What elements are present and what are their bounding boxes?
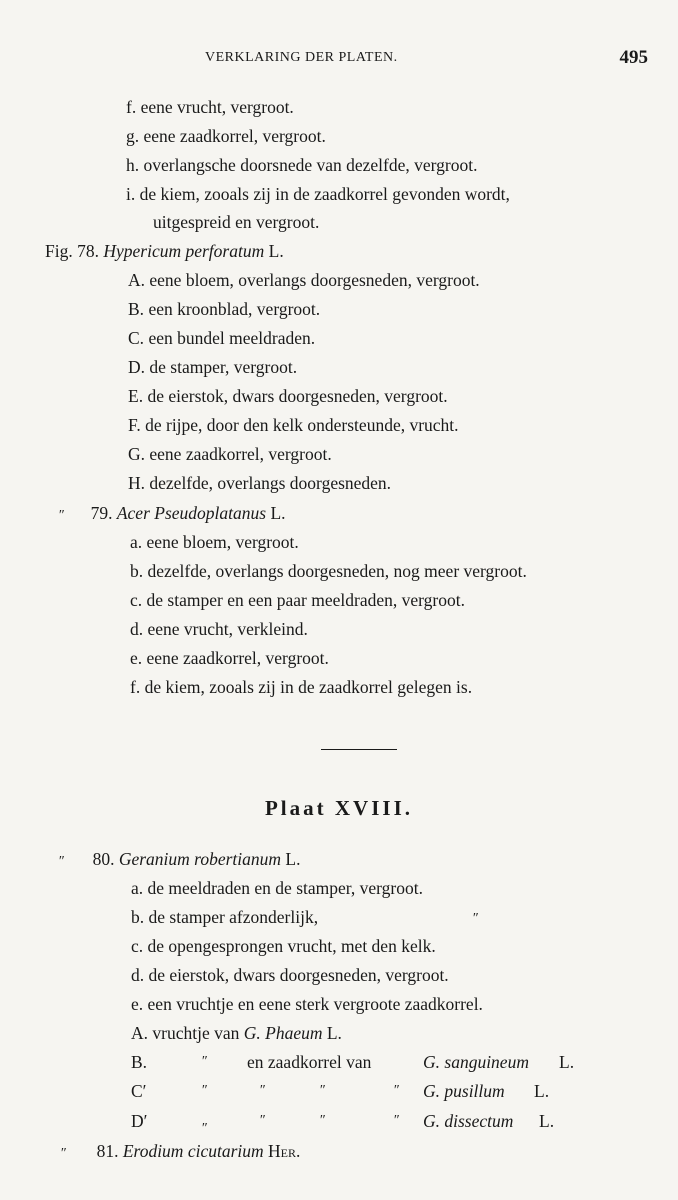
figure-heading (58, 502, 286, 527)
species-name: G. Phaeum (243, 1023, 323, 1043)
running-head: VERKLARING DER PLATEN. (205, 50, 398, 65)
list-item: B. ″ en zaadkorrel van G. sanguineum L. (131, 1052, 575, 1072)
species-author: L. (326, 1023, 342, 1043)
list-item: e. eene zaadkorrel, vergroot. (130, 648, 329, 668)
section-divider (321, 749, 397, 750)
ditto-mark: ″ (58, 508, 64, 523)
plate-title: Plaat XVIII. (264, 796, 413, 820)
species-name: G. dissectum (423, 1111, 514, 1131)
figure-heading (58, 848, 301, 873)
species-author: L. (539, 1111, 555, 1131)
list-item: a. de meeldraden en de stamper, vergroot. (131, 878, 423, 898)
list-item: F. de rijpe, door den kelk ondersteunde, vrucht. (128, 415, 459, 435)
species-author: Her. (268, 1141, 301, 1161)
list-item: E. de eierstok, dwars doorgesneden, vergroot. (128, 386, 448, 406)
figure-number: 78. (77, 241, 99, 261)
species-author: L. (270, 503, 286, 523)
species-author: L. (285, 849, 301, 869)
ditto-mark: ″ (393, 1083, 399, 1098)
ditto-mark: ″ (60, 1146, 66, 1161)
species-name: Hypericum perforatum (103, 241, 265, 261)
species-name: G. pusillum (423, 1081, 505, 1101)
ditto-mark: ″ (58, 854, 64, 869)
list-item: C′ ″ ″ ″ ″ G. pusillum L. (131, 1081, 550, 1101)
figure-number: 80. (92, 849, 115, 869)
ditto-mark: ″ (259, 1083, 265, 1098)
species-name: G. sanguineum (423, 1052, 529, 1072)
list-item: i. de kiem, zooals zij in de zaadkorrel gevonden wordt, (126, 184, 510, 204)
list-item: A. eene bloem, overlangs doorgesneden, vergroot. (128, 270, 480, 290)
list-item: e. een vruchtje en eene sterk vergroote zaadkorrel. (131, 994, 483, 1014)
species-name: Erodium cicutarium (122, 1141, 264, 1161)
ditto-mark: ″ (319, 1083, 325, 1098)
ditto-mark: ″ (259, 1113, 265, 1128)
list-item: G. eene zaadkorrel, vergroot. (128, 444, 332, 464)
list-item: f. de kiem, zooals zij in de zaadkorrel gelegen is. (130, 677, 473, 697)
species-name: Geranium robertianum (118, 849, 282, 869)
list-item: b. dezelfde, overlangs doorgesneden, nog meer vergroot. (130, 561, 527, 581)
list-item: B. een kroonblad, vergroot. (128, 299, 321, 319)
ditto-mark: ″ (201, 1083, 207, 1098)
species-name: Acer Pseudoplatanus (116, 503, 267, 523)
list-item: A. vruchtje van G. Phaeum L. (131, 1023, 342, 1043)
figure-number: 81. (96, 1141, 119, 1161)
list-item-continuation: uitgespreid en vergroot. (153, 212, 320, 232)
species-author: L. (559, 1052, 575, 1072)
page-number: 495 (619, 47, 648, 68)
figure-number: 79. (90, 503, 113, 523)
figure-heading (45, 240, 284, 262)
ditto-mark: ″ (201, 1121, 207, 1136)
ditto-mark: ″ (201, 1054, 207, 1069)
list-item: f. eene vrucht, vergroot. (126, 97, 294, 117)
species-author: L. (268, 241, 284, 261)
ditto-mark: ″ (472, 911, 478, 926)
list-item: g. eene zaadkorrel, vergroot. (126, 126, 326, 146)
list-item: d. de eierstok, dwars doorgesneden, vergroot. (131, 965, 449, 985)
ditto-mark: ″ (393, 1113, 399, 1128)
list-item: c. de opengesprongen vrucht, met den kelk. (131, 936, 436, 956)
page-header (0, 47, 678, 74)
list-item: c. de stamper en een paar meeldraden, vergroot. (130, 590, 465, 610)
figure-heading (60, 1140, 300, 1165)
list-item: C. een bundel meeldraden. (128, 328, 316, 348)
list-item: H. dezelfde, overlangs doorgesneden. (128, 473, 392, 493)
ditto-mark: ″ (319, 1113, 325, 1128)
list-item: D. de stamper, vergroot. (128, 357, 298, 377)
list-item: b. de stamper afzonderlijk, (131, 907, 319, 927)
list-item: d. eene vrucht, verkleind. (130, 619, 308, 639)
species-author: L. (534, 1081, 550, 1101)
figure-prefix: Fig. (45, 241, 73, 261)
list-item: D′ ″ ″ ″ ″ G. dissectum L. (131, 1110, 651, 1134)
list-item: a. eene bloem, vergroot. (130, 532, 299, 552)
list-item: h. overlangsche doorsnede van dezelfde, vergroot. (126, 155, 478, 175)
